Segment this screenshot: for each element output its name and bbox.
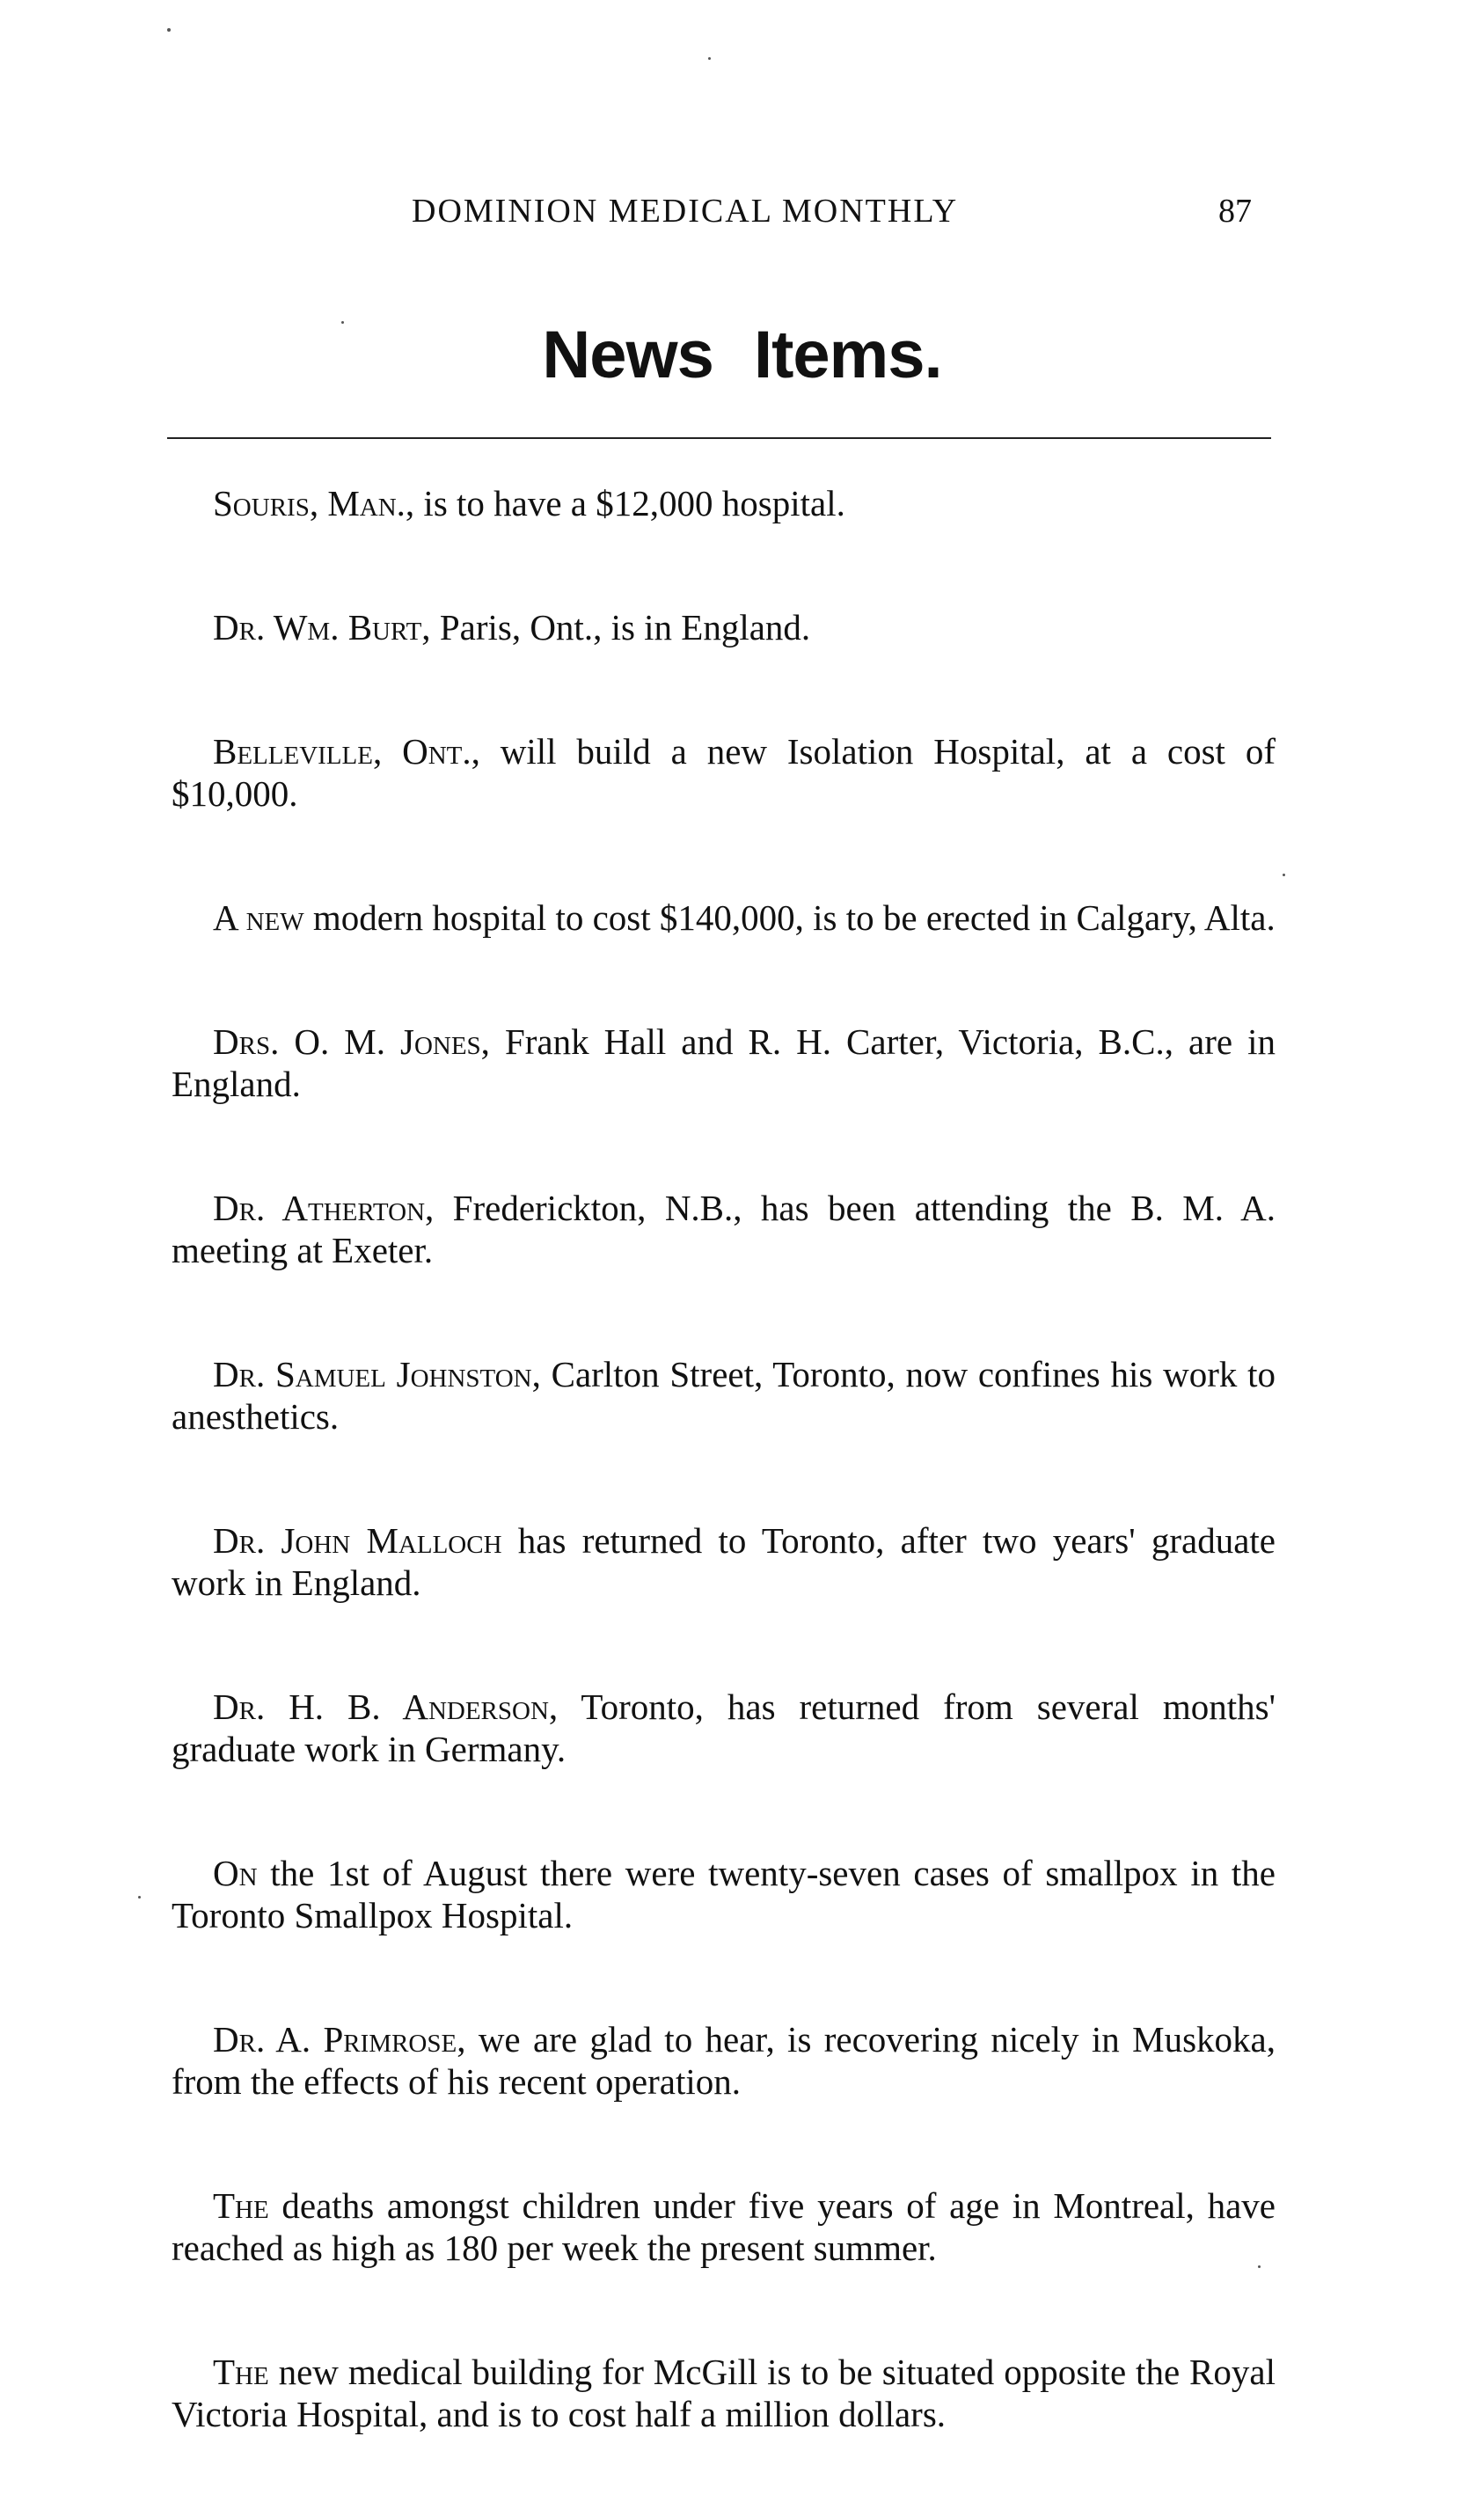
news-item-lead: On [213,1853,258,1893]
news-item-lead: Dr. H. B. Anderson, [213,1687,559,1727]
news-item-lead: A new [213,897,304,938]
news-item-text: the 1st of August there were twenty-seven cases of smallpox in the Toronto Smallpox Hospital. [172,1853,1276,1935]
section-title: News Items. [542,318,942,392]
news-item [172,2018,1276,2103]
news-item [172,2351,1276,2435]
news-item [172,730,1276,815]
scan-speck [138,1896,141,1899]
news-item-lead: Dr. A. Primrose, [213,2019,466,2060]
title-rule [167,437,1271,439]
news-item [172,896,1276,939]
news-item-text: modern hospital to cost $140,000, is to be erected in Calgary, Alta. [303,897,1276,938]
news-item [172,1519,1276,1604]
running-head-title: DOMINION MEDICAL MONTHLY [412,193,959,230]
news-items-list [172,482,1276,2517]
news-item-lead: Drs. O. M. Jones, [213,1021,490,1062]
scan-speck [1283,874,1285,876]
news-item-text: Frederickton, N.B., has been attending the B. M. A. meeting at Exeter. [172,1188,1276,1270]
scan-speck [708,57,711,60]
news-item [172,1852,1276,1936]
news-item-text: Frank Hall and R. H. Carter, Victoria, B.C., are in England. [172,1021,1276,1104]
news-item [172,2184,1276,2269]
news-item [172,1686,1276,1770]
news-item-lead: Belleville, Ont., [213,731,480,772]
scan-speck [341,321,344,324]
news-item [172,606,1276,648]
news-item-text: has returned to Toronto, after two years' graduate work in England. [172,1520,1276,1603]
news-item-lead: The [213,2352,269,2392]
news-item-text: Toronto, has returned from several months' graduate work in Germany. [172,1687,1276,1769]
news-item-text: Paris, Ont., is in England. [430,607,811,648]
news-item-lead: Dr. John Malloch [213,1520,502,1561]
news-item-lead: Dr. Atherton, [213,1188,435,1228]
news-item-text: is to have a $12,000 hospital. [414,483,845,523]
news-item-lead: The [213,2185,269,2226]
news-item [172,1353,1276,1438]
news-item-text: we are glad to hear, is recovering nicely in Muskoka, from the effects of his recent operation. [172,2019,1276,2102]
scan-speck [1258,2265,1261,2268]
news-item [172,482,1276,524]
news-item [172,1187,1276,1271]
news-item [172,1021,1276,1105]
news-item-lead: Souris, Man., [213,483,415,523]
news-item-lead: Dr. Wm. Burt, [213,607,431,648]
scan-speck [167,28,171,32]
news-item-text: deaths amongst children under five years of age in Montreal, have reached as high as 180 per week the present summer. [172,2185,1276,2268]
news-item-text: new medical building for McGill is to be situated opposite the Royal Victoria Hospital, and is to cost half a million dollars. [172,2352,1276,2434]
news-item-text: Carlton Street, Toronto, now confines his work to anesthetics. [172,1354,1276,1437]
page-number: 87 [1218,193,1252,230]
news-item-lead: Dr. Samuel Johnston, [213,1354,541,1394]
news-item-text: will build a new Isolation Hospital, at a cost of $10,000. [172,731,1276,814]
